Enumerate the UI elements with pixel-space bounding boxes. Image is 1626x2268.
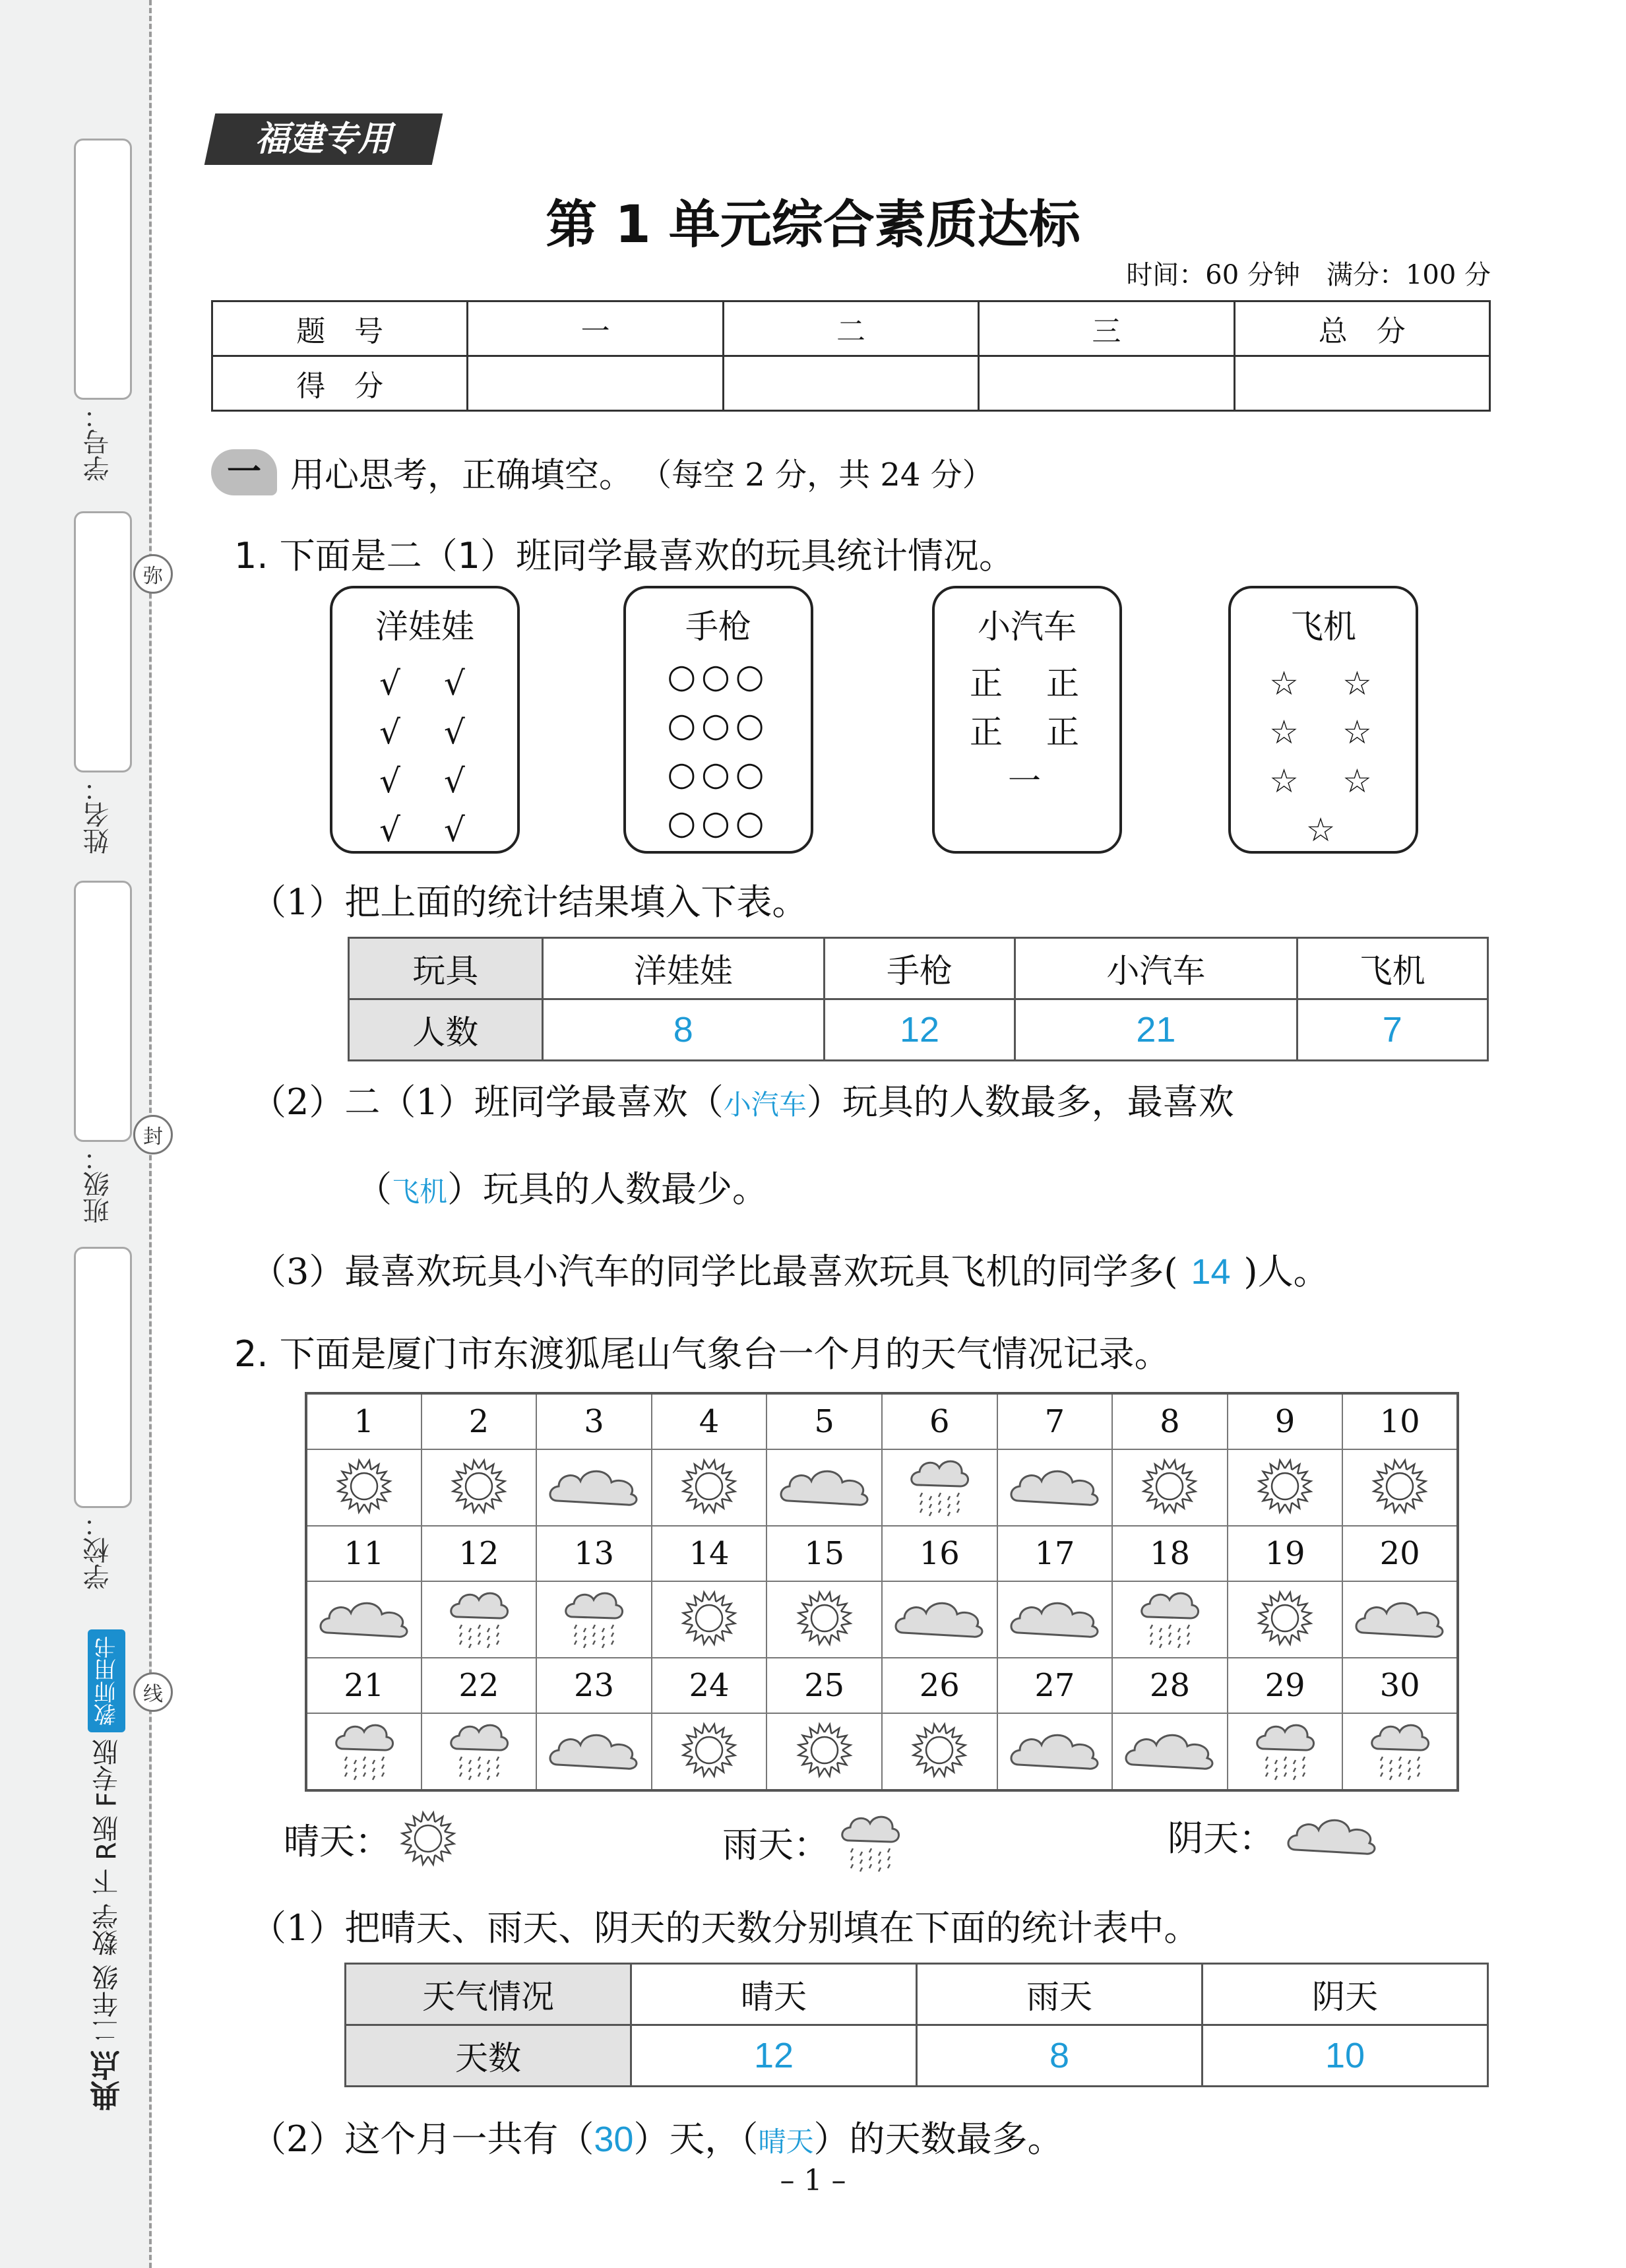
day-number: 9 (1228, 1393, 1343, 1449)
weather-grid (305, 1392, 1459, 1792)
legend-sunny (284, 1809, 458, 1868)
day-number: 8 (1112, 1393, 1228, 1449)
legend-rainy (722, 1809, 903, 1875)
score-input-cell[interactable] (1234, 356, 1489, 411)
day-number: 21 (306, 1658, 422, 1713)
text: ）天，（ (633, 2118, 759, 2160)
score-input-cell[interactable] (723, 356, 978, 411)
sun-icon (652, 1449, 767, 1526)
section-score: （每空 2 分，共 24 分） (640, 457, 994, 493)
day-number: 16 (882, 1526, 997, 1581)
score-input-cell[interactable] (979, 356, 1234, 411)
answer-blank[interactable]: 30 (594, 2120, 634, 2159)
table-cell: 一 (468, 301, 723, 356)
cloud-icon (766, 1449, 882, 1526)
table-cell: 洋娃娃 (542, 938, 824, 999)
table-cell: 天数 (346, 2025, 631, 2087)
sun-icon (398, 1809, 458, 1868)
toy-stat-table (348, 937, 1489, 1061)
tally-row: ☆ ☆ (1269, 713, 1377, 751)
day-number: 26 (882, 1658, 997, 1713)
cloud-icon (997, 1581, 1113, 1658)
tally-name: 飞机 (1290, 608, 1356, 646)
tally-row: 一 (1007, 762, 1123, 800)
rain-cloud-icon (306, 1713, 422, 1790)
tally-row: 正 正 (970, 664, 1084, 703)
sun-icon (422, 1449, 537, 1526)
answer-blank[interactable]: 14 (1191, 1252, 1231, 1292)
tally-row: ☆ (1305, 811, 1418, 849)
cloud-icon (1112, 1713, 1228, 1790)
region-tag (204, 113, 443, 165)
tally-row: ☆ ☆ (1269, 664, 1377, 703)
rain-cloud-icon (1112, 1581, 1228, 1658)
q1-sub2-line1 (251, 1074, 1234, 1125)
name-label: 姓名： (83, 775, 113, 854)
sun-icon (306, 1449, 422, 1526)
cloud-icon (882, 1581, 997, 1658)
table-cell: 人数 (349, 999, 543, 1061)
weather-icon-row (306, 1449, 1458, 1526)
question-2-text: 2. 下面是厦门市东渡狐尾山气象台一个月的天气情况记录。 (234, 1333, 1170, 1375)
day-number: 13 (536, 1526, 652, 1581)
sun-icon (1228, 1449, 1343, 1526)
tally-row: 正 正 (970, 713, 1084, 751)
student-id-label: 学号： (83, 402, 113, 482)
day-number: 25 (766, 1658, 882, 1713)
tally-row: ○○○ (667, 657, 770, 695)
seal-mark: 封 (133, 1115, 173, 1154)
school-label: 学校： (83, 1511, 113, 1590)
book-info: 二年级 数学 下 R版 F专版 (92, 1739, 123, 2044)
weather-icon-row (306, 1713, 1458, 1790)
rain-cloud-icon (536, 1581, 652, 1658)
tally-row: √ √ (379, 664, 470, 703)
answer-cell[interactable]: 8 (917, 2025, 1203, 2087)
text: （ (356, 1168, 392, 1210)
cloud-icon (997, 1449, 1113, 1526)
weather-day-row (306, 1658, 1458, 1713)
q2-sub1-text: （1）把晴天、雨天、阴天的天数分别填在下面的统计表中。 (251, 1907, 1200, 1949)
sun-icon (1228, 1581, 1343, 1658)
page-title: 第 1 单元综合素质达标 (546, 195, 1080, 255)
sun-icon (1112, 1449, 1228, 1526)
day-number: 3 (536, 1393, 652, 1449)
answer-cell[interactable]: 12 (824, 999, 1015, 1061)
sun-icon (882, 1713, 997, 1790)
text: （2）这个月一共有（ (251, 2118, 594, 2160)
tally-row: √ √ (379, 811, 470, 849)
time-info: 时间：60 分钟 满分：100 分 (1126, 260, 1491, 290)
tally-name: 小汽车 (978, 608, 1077, 646)
teacher-badge: 教师用书 (88, 1629, 126, 1732)
table-row (346, 1964, 1488, 2025)
q1-sub3-line (251, 1244, 1329, 1294)
day-number: 7 (997, 1393, 1113, 1449)
text: ）的天数最多。 (813, 2118, 1063, 2160)
cloud-icon (1342, 1581, 1458, 1658)
day-number: 24 (652, 1658, 767, 1713)
weather-day-row (306, 1393, 1458, 1449)
weather-icon-row (306, 1581, 1458, 1658)
rain-cloud-icon (422, 1713, 537, 1790)
tally-row: √ √ (379, 713, 470, 751)
day-number: 12 (422, 1526, 537, 1581)
day-number: 6 (882, 1393, 997, 1449)
rain-cloud-icon (422, 1581, 537, 1658)
book-spine-label (87, 1610, 127, 2111)
tally-name: 手枪 (685, 608, 751, 646)
rain-cloud-icon (882, 1449, 997, 1526)
class-label: 班级： (83, 1145, 113, 1224)
table-cell: 晴天 (631, 1964, 917, 2025)
table-cell: 雨天 (917, 1964, 1203, 2025)
tally-row: ○○○ (667, 755, 770, 793)
score-table (211, 300, 1491, 412)
answer-blank[interactable]: 飞机 (392, 1176, 448, 1208)
tally-name: 洋娃娃 (375, 608, 474, 646)
q1-sub2-line2 (356, 1161, 768, 1212)
cloud-icon (306, 1581, 422, 1658)
day-number: 2 (422, 1393, 537, 1449)
day-number: 28 (1112, 1658, 1228, 1713)
tally-row: √ √ (379, 762, 470, 800)
cloud-icon (536, 1713, 652, 1790)
cloud-icon (1282, 1809, 1381, 1862)
section-number: 一 (211, 449, 277, 495)
day-number: 18 (1112, 1526, 1228, 1581)
book-logo: 典点 (89, 2050, 125, 2111)
table-row (346, 2025, 1488, 2087)
day-number: 11 (306, 1526, 422, 1581)
section-title: 用心思考，正确填空。 (290, 456, 634, 495)
table-cell: 飞机 (1297, 938, 1487, 999)
day-number: 17 (997, 1526, 1113, 1581)
text: （2）二（1）班同学最喜欢（ (251, 1081, 724, 1123)
table-cell: 手枪 (824, 938, 1015, 999)
q1-sub1-text: （1）把上面的统计结果填入下表。 (251, 881, 808, 923)
day-number: 19 (1228, 1526, 1343, 1581)
legend-label: 雨天： (722, 1823, 829, 1866)
text: ）玩具的人数最少。 (447, 1168, 768, 1210)
table-cell: 阴天 (1203, 1964, 1488, 2025)
sun-icon (652, 1581, 767, 1658)
legend-cloudy (1168, 1809, 1381, 1862)
answer-cell[interactable]: 21 (1015, 999, 1297, 1061)
table-cell: 得 分 (212, 356, 468, 411)
tally-row: ☆ ☆ (1269, 762, 1377, 800)
seal-mark: 弥 (133, 554, 173, 594)
tally-row: ○○○ (667, 803, 770, 842)
table-cell: 玩具 (349, 938, 543, 999)
table-cell: 题 号 (212, 301, 468, 356)
rain-cloud-icon (1342, 1713, 1458, 1790)
weather-day-row (306, 1526, 1458, 1581)
cloud-icon (997, 1713, 1113, 1790)
name-box[interactable] (74, 511, 132, 772)
day-number: 10 (1342, 1393, 1458, 1449)
tally-box-car (932, 586, 1122, 854)
table-cell: 总 分 (1234, 301, 1489, 356)
text: )人。 (1243, 1251, 1329, 1292)
text: ）玩具的人数最多，最喜欢 (806, 1081, 1234, 1123)
score-table-score-row (212, 356, 1490, 411)
table-row (349, 999, 1488, 1061)
class-box[interactable] (74, 881, 132, 1142)
tally-box-plane (1228, 586, 1418, 854)
day-number: 4 (652, 1393, 767, 1449)
sun-icon (652, 1713, 767, 1790)
region-tag-text: 福建专用 (255, 119, 392, 159)
school-box[interactable] (74, 1247, 132, 1508)
weather-stat-table (344, 1963, 1489, 2087)
sun-icon (1342, 1449, 1458, 1526)
table-cell: 二 (723, 301, 978, 356)
rain-cloud-icon (837, 1809, 903, 1875)
table-cell: 天气情况 (346, 1964, 631, 2025)
section-heading (211, 447, 994, 497)
table-cell: 三 (979, 301, 1234, 356)
day-number: 5 (766, 1393, 882, 1449)
day-number: 23 (536, 1658, 652, 1713)
answer-blank[interactable]: 晴天 (758, 2126, 814, 2158)
seal-mark: 线 (133, 1672, 173, 1712)
legend-label: 阴天： (1168, 1817, 1274, 1859)
tally-row: ○○○ (667, 706, 770, 744)
day-number: 15 (766, 1526, 882, 1581)
day-number: 30 (1342, 1658, 1458, 1713)
q2-sub2-line (251, 2111, 1063, 2162)
answer-cell[interactable]: 8 (542, 999, 824, 1061)
page-number: – 1 – (780, 2164, 846, 2197)
day-number: 20 (1342, 1526, 1458, 1581)
score-input-cell[interactable] (468, 356, 723, 411)
day-number: 29 (1228, 1658, 1343, 1713)
sun-icon (766, 1581, 882, 1658)
day-number: 14 (652, 1526, 767, 1581)
rain-cloud-icon (1228, 1713, 1343, 1790)
answer-cell[interactable]: 7 (1297, 999, 1487, 1061)
table-row (349, 938, 1488, 999)
day-number: 27 (997, 1658, 1113, 1713)
answer-cell[interactable]: 10 (1203, 2025, 1488, 2087)
tally-box-gun (623, 586, 813, 854)
score-table-header-row (212, 301, 1490, 356)
text: （3）最喜欢玩具小汽车的同学比最喜欢玩具飞机的同学多( (251, 1251, 1178, 1292)
table-cell: 小汽车 (1015, 938, 1297, 999)
day-number: 1 (306, 1393, 422, 1449)
answer-cell[interactable]: 12 (631, 2025, 917, 2087)
day-number: 22 (422, 1658, 537, 1713)
tally-box-doll (330, 586, 520, 854)
cloud-icon (536, 1449, 652, 1526)
question-1-text: 1. 下面是二（1）班同学最喜欢的玩具统计情况。 (234, 535, 1015, 577)
student-id-box[interactable] (74, 139, 132, 400)
legend-label: 晴天： (284, 1820, 391, 1862)
answer-blank[interactable]: 小汽车 (723, 1088, 807, 1121)
sun-icon (766, 1713, 882, 1790)
